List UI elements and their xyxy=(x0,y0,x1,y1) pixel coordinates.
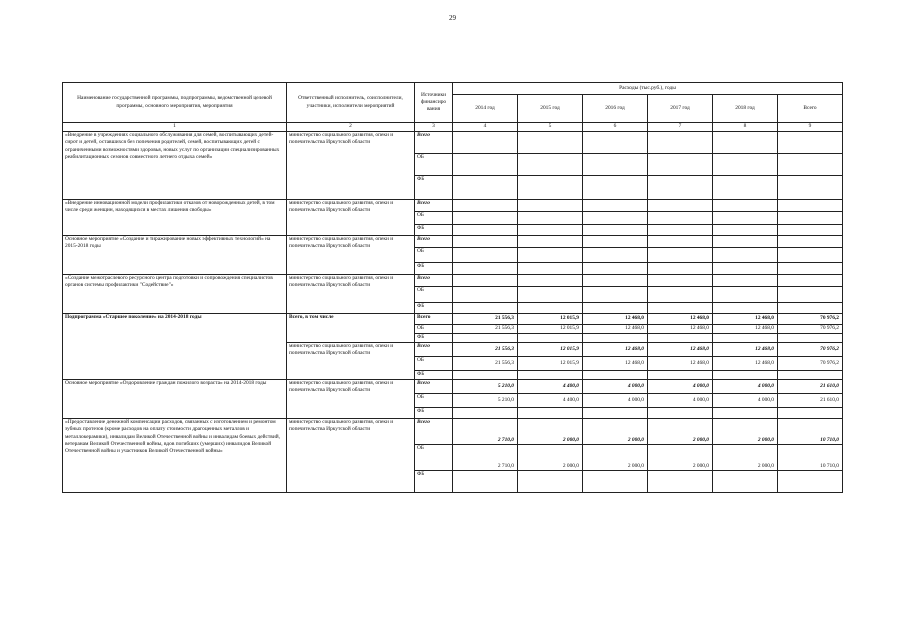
value-cell: 5 210,0 xyxy=(453,380,518,394)
value-cell: 21 556,3 xyxy=(453,314,518,325)
header-executor: Ответственный исполнитель, соисполнители, участники, исполнители мероприятий xyxy=(287,83,415,123)
value-cell: 21 610,0 xyxy=(778,394,843,408)
column-number: 4 xyxy=(453,123,518,132)
value-cell: 12 468,0 xyxy=(583,314,648,325)
value-cell: 2 000,0 xyxy=(518,445,583,471)
column-number: 2 xyxy=(287,123,415,132)
source-ob: ОБ xyxy=(415,248,453,263)
value-cell: 2 000,0 xyxy=(583,419,648,445)
source-ob: ОБ xyxy=(415,325,453,334)
value-cell: 5 210,0 xyxy=(453,394,518,408)
source-fb: ФБ xyxy=(415,371,453,380)
value-cell: 12 015,9 xyxy=(518,357,583,371)
activity-name: «Создание межотраслевого ресурсного центра подготовки и сопровождения специалистов органов системы профилактики "Содействие"» xyxy=(63,275,287,314)
column-number: 1 xyxy=(63,123,287,132)
value-cell: 4 000,0 xyxy=(583,394,648,408)
value-cell: 2 000,0 xyxy=(583,445,648,471)
activity-executor: министерство социального развития, опеки и попечительства Иркутской области xyxy=(287,132,415,200)
activity-executor: министерство социального развития, опеки и попечительства Иркутской области xyxy=(287,419,415,493)
source-total: Всего xyxy=(415,380,453,394)
column-number: 9 xyxy=(778,123,843,132)
source-total: Всего xyxy=(415,343,453,357)
source-total: Всего xyxy=(415,200,453,212)
source-fb: ФБ xyxy=(415,303,453,314)
value-cell: 12 468,0 xyxy=(583,343,648,357)
source-fb: ФБ xyxy=(415,263,453,275)
value-cell: 70 976,2 xyxy=(778,357,843,371)
value-cell: 4 400,0 xyxy=(518,380,583,394)
source-total: Всего xyxy=(415,236,453,248)
value-cell: 12 468,0 xyxy=(648,357,713,371)
value-cell: 4 000,0 xyxy=(713,380,778,394)
value-cell: 21 556,3 xyxy=(453,325,518,334)
source-total: Всего xyxy=(415,132,453,154)
value-cell: 2 000,0 xyxy=(713,445,778,471)
value-cell: 4 000,0 xyxy=(713,394,778,408)
column-number: 3 xyxy=(415,123,453,132)
header-year: 2015 год xyxy=(518,95,583,123)
column-number: 8 xyxy=(713,123,778,132)
value-cell: 2 710,0 xyxy=(453,419,518,445)
header-expenses: Расходы (тыс.руб.), годы xyxy=(453,83,843,95)
source-ob: ОБ xyxy=(415,394,453,408)
value-cell: 12 468,0 xyxy=(648,325,713,334)
value-cell: 12 468,0 xyxy=(583,357,648,371)
value-cell: 4 400,0 xyxy=(518,394,583,408)
value-cell: 21 556,3 xyxy=(453,357,518,371)
source-fb: ФБ xyxy=(415,225,453,236)
column-number: 5 xyxy=(518,123,583,132)
value-cell: 12 468,0 xyxy=(713,343,778,357)
value-cell: 2 000,0 xyxy=(518,419,583,445)
value-cell: 21 556,3 xyxy=(453,343,518,357)
source-total: Всего xyxy=(415,419,453,445)
activity-name: «Внедрение в учреждениях социального обслуживания для семей, воспитывающих детей-сирот и детей, оставшихся без попечения родителей, семей, воспитывающих детей с ограниченными возможностями здоровья, новых услуг по организации специализированных реабилитационных сезонов совместного летнего отдыха семей» xyxy=(63,132,287,200)
value-cell: 12 468,0 xyxy=(583,325,648,334)
value-cell: 12 468,0 xyxy=(648,343,713,357)
source-ob: ОБ xyxy=(415,154,453,176)
value-cell: 4 000,0 xyxy=(648,394,713,408)
value-cell: 2 000,0 xyxy=(648,445,713,471)
expenses-table xyxy=(62,82,843,493)
value-cell: 12 468,0 xyxy=(713,314,778,325)
activity-executor: министерство социального развития, опеки и попечительства Иркутской области xyxy=(287,236,415,275)
source-ob: ОБ xyxy=(415,445,453,471)
source-fb: ФБ xyxy=(415,471,453,493)
source-ob: ОБ xyxy=(415,357,453,371)
source-ob: ОБ xyxy=(415,287,453,303)
header-total: Всего xyxy=(778,95,843,123)
value-cell: 10 710,0 xyxy=(778,419,843,445)
source-fb: ФБ xyxy=(415,176,453,200)
subprogram-executor: министерство социального развития, опеки и попечительства Иркутской области xyxy=(287,343,415,380)
value-cell: 10 710,0 xyxy=(778,445,843,471)
value-cell: 12 015,9 xyxy=(518,325,583,334)
value-cell: 12 468,0 xyxy=(713,357,778,371)
activity-name: «Внедрение инновационной модели профилактики отказов от новорожденных детей, в том числе среди женщин, находящихся в местах лишения свободы» xyxy=(63,200,287,236)
activity-executor: министерство социального развития, опеки и попечительства Иркутской области xyxy=(287,275,415,314)
value-cell: 70 976,2 xyxy=(778,314,843,325)
value-cell: 12 468,0 xyxy=(713,325,778,334)
value-cell: 2 000,0 xyxy=(648,419,713,445)
header-year: 2017 год xyxy=(648,95,713,123)
header-year: 2018 год xyxy=(713,95,778,123)
value-cell: 12 015,9 xyxy=(518,343,583,357)
activity-executor: министерство социального развития, опеки и попечительства Иркутской области xyxy=(287,200,415,236)
source-fb: ФБ xyxy=(415,334,453,343)
activity-name: Основное мероприятие «Оздоровление граждан пожилого возраста» на 2014-2018 годы xyxy=(63,380,287,419)
source-total: Всего xyxy=(415,314,453,325)
column-number: 7 xyxy=(648,123,713,132)
activity-name: «Предоставление денежной компенсации расходов, связанных с изготовлением и ремонтом зубных протезов (кроме расходов на оплату стоимости драгоценных металлов и металлокерамики), инвалидам Великой Отечественной войны и инвалидам боевых действий, ветеранам Великой Отечественной войны, вдов погибших (умерших) инвалидов Великой Отечественной войны и участников Великой Отечественной войны» xyxy=(63,419,287,493)
value-cell: 21 610,0 xyxy=(778,380,843,394)
source-total: Всего xyxy=(415,275,453,287)
header-year: 2014 год xyxy=(453,95,518,123)
value-cell: 2 000,0 xyxy=(713,419,778,445)
subprogram-total-incl: Всего, в том числе xyxy=(287,314,415,343)
value-cell: 70 976,2 xyxy=(778,343,843,357)
activity-name: Основное мероприятие «Создание и тиражирование новых эффективных технологий» на 2015-2018 годы xyxy=(63,236,287,275)
column-number: 6 xyxy=(583,123,648,132)
source-fb: ФБ xyxy=(415,408,453,419)
value-cell: 12 468,0 xyxy=(648,314,713,325)
value-cell: 12 015,9 xyxy=(518,314,583,325)
page-number: 29 xyxy=(449,14,456,22)
value-cell: 4 000,0 xyxy=(583,380,648,394)
value-cell: 2 710,0 xyxy=(453,445,518,471)
header-year: 2016 год xyxy=(583,95,648,123)
header-sources: Источники финансиро вания xyxy=(415,83,453,123)
source-ob: ОБ xyxy=(415,212,453,225)
subprogram-name: Подпрограмма «Старшее поколение» на 2014-2018 годы xyxy=(63,314,287,380)
header-program-name: Наименование государственной программы, подпрограммы, ведомственной целевой программы, основного мероприятия, мероприятия xyxy=(63,83,287,123)
activity-executor: министерство социального развития, опеки и попечительства Иркутской области xyxy=(287,380,415,419)
value-cell: 70 976,2 xyxy=(778,325,843,334)
value-cell: 4 000,0 xyxy=(648,380,713,394)
